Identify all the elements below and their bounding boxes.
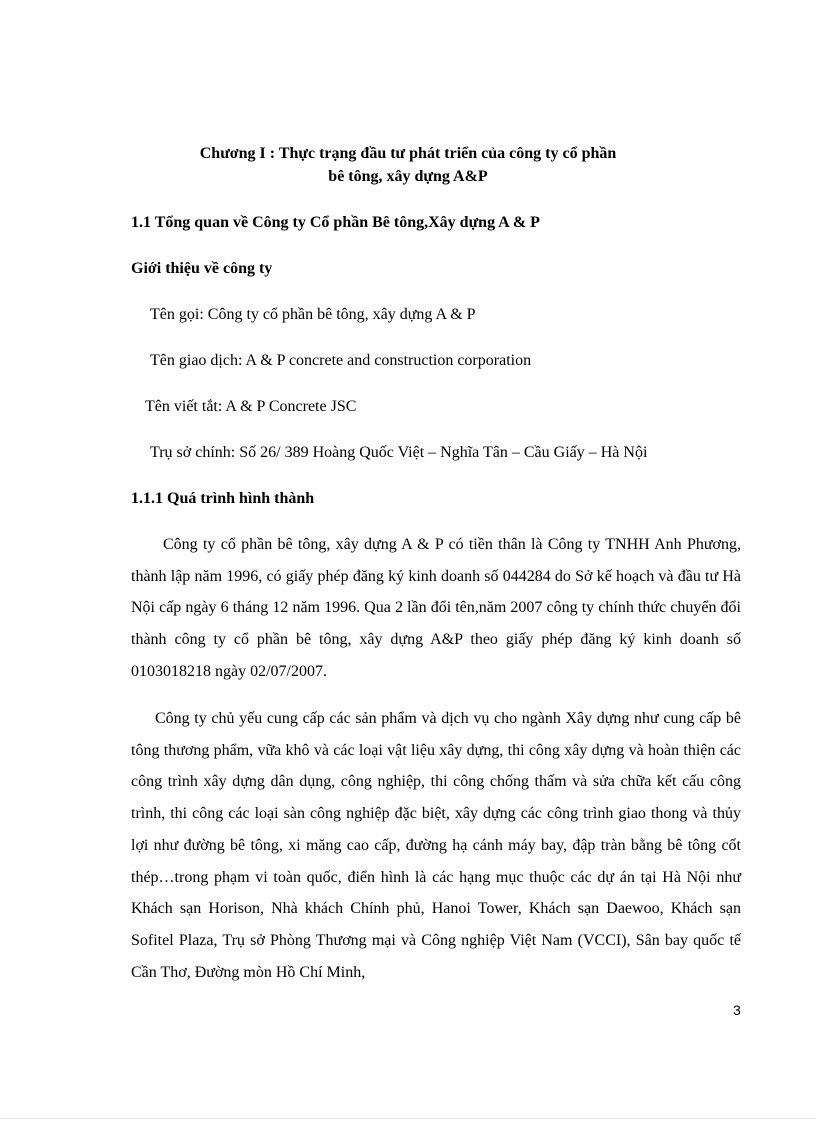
section-heading: 1.1 Tổng quan về Công ty Cổ phần Bê tông,Xây dựng A & P: [131, 214, 540, 231]
info-trade-name: Tên giao dịch: A & P concrete and construction corporation: [150, 352, 532, 369]
info-company-name: Tên gọi: Công ty cổ phần bê tông, xây dựng A & P: [150, 306, 476, 323]
paragraph-history: Công ty cổ phần bê tông, xây dựng A & P có tiền thân là Công ty TNHH Anh Phương, thành lập năm 1996, có giấy phép đăng ký kinh doanh số 044284 do Sở kế hoạch và đầu tư Hà Nội cấp ngày 6 tháng 12 năm 1996. Qua 2 lần đổi tên,năm 2007 công ty chính thức chuyển đổi thành công ty cổ phần bê tông, xây dựng A&P theo giấy phép đăng ký kinh doanh số 0103018218 ngày 02/07/2007.: [131, 536, 741, 680]
chapter-title-line1: Chương I : Thực trạng đầu tư phát triển của công ty cổ phần: [199, 145, 617, 162]
page-bottom-divider: [0, 1118, 816, 1119]
info-address: Trụ sở chính: Số 26/ 389 Hoàng Quốc Việt – Nghĩa Tân – Cầu Giấy – Hà Nội: [150, 444, 648, 461]
paragraph-business: Công ty chủ yếu cung cấp các sản phẩm và dịch vụ cho ngành Xây dựng như cung cấp bê tông thương phẩm, vữa khô và các loại vật liệu xây dựng, thi công xây dựng và hoàn thiện các công trình xây dựng dân dụng, công nghiệp, thi công chống thấm và sửa chữa kết cấu công trình, thi công các loại sàn công nghiệp đặc biệt, xây dựng các công trình giao thong và thủy lợi như đường bê tông, xi măng cao cấp, đường hạ cánh máy bay, đập tràn bằng bê tông cốt thép…trong phạm vi toàn quốc, điển hình là các hạng mục thuộc các dự án tại Hà Nội như Khách sạn Horison, Nhà khách Chính phủ, Hanoi Tower, Khách sạn Daewoo, Khách sạn Sofitel Plaza, Trụ sở Phòng Thương mại và Công nghiệp Việt Nam (VCCI), Sân bay quốc tế Cần Thơ, Đường mòn Hồ Chí Minh,: [131, 710, 741, 981]
page-number: 3: [733, 1002, 741, 1018]
subsection-heading: 1.1.1 Quá trình hình thành: [131, 490, 315, 507]
chapter-title-line2: bê tông, xây dựng A&P: [328, 168, 488, 185]
info-short-name: Tên viết tắt: A & P Concrete JSC: [145, 398, 357, 415]
intro-heading: Giới thiệu về công ty: [131, 260, 273, 277]
